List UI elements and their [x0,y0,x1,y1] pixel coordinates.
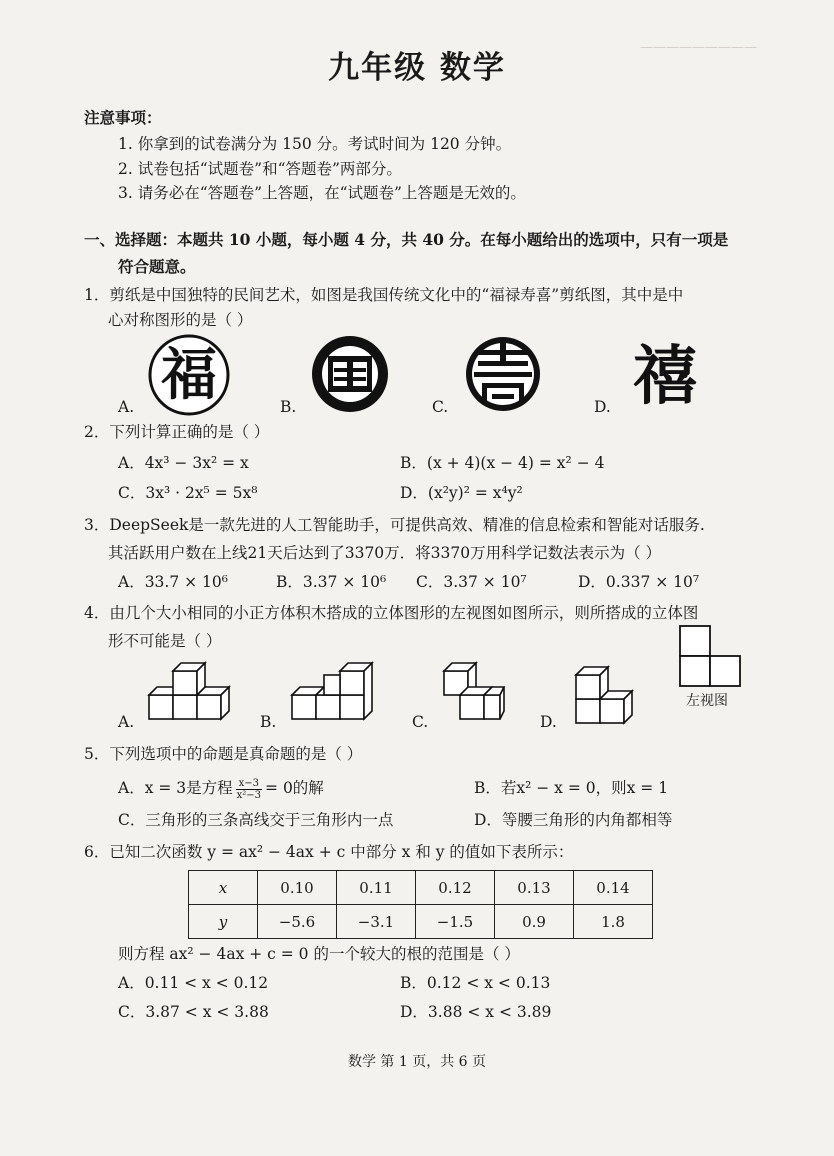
table-cell: −5.6 [258,905,337,939]
q6-value-table [188,870,653,939]
q4-stem-cont: 形不可能是（ ） [108,632,222,650]
q5-fraction [236,778,262,801]
exam-title: 九年级 数学 [328,50,506,86]
paper-cut-xi-figure [626,334,704,414]
q5-option-b: B．若x² − x = 0，则x = 1 [474,779,669,797]
table-cell: −1.5 [416,905,495,939]
q4-option-d: D. [540,713,557,731]
q3-option-c: C．3.37 × 10⁷ [416,573,527,591]
q3-stem-cont: 其活跃用户数在上线21天后达到了3370万．将3370万用科学记数法表示为（ ） [108,544,662,562]
q4-cube-figure-d [572,665,648,727]
q1-stem-cont: 心对称图形的是（ ） [108,311,253,329]
table-header-x: x [189,871,258,905]
paper-cut-lu-figure [310,334,390,414]
q5-fraction-numerator: x−3 [236,778,262,790]
q4-option-b: B. [260,713,277,731]
q5-fraction-denominator: x²−3 [236,789,262,801]
q3-stem: 3．DeepSeek是一款先进的人工智能助手，可提供高效、精准的信息检索和智能对话服务. [84,516,705,534]
q4-cube-figure-c [440,655,512,727]
q1-stem: 1．剪纸是中国独特的民间艺术，如图是我国传统文化中的“福禄寿喜”剪纸图，其中是中 [84,286,684,304]
q3-option-a: A．33.7 × 10⁶ [118,573,228,591]
q5-option-a-suffix: = 0的解 [265,779,324,797]
q5-option-a-prefix: A．x = 3是方程 [118,779,233,797]
q5-option-d: D．等腰三角形的内角都相等 [474,811,673,829]
q2-option-b: B．(x + 4)(x − 4) = x² − 4 [400,454,605,472]
q6-option-c: C．3.87 < x < 3.88 [118,1003,269,1021]
q6-option-d: D．3.88 < x < 3.89 [400,1003,552,1021]
q4-option-c: C. [412,713,429,731]
q4-cube-figure-b [288,655,388,727]
q4-cube-figure-a [145,655,237,727]
q2-stem: 2．下列计算正确的是（ ） [84,423,270,441]
table-row-y [189,905,653,939]
q6-option-a: A．0.11 < x < 0.12 [118,974,269,992]
table-cell: 0.11 [337,871,416,905]
q1-option-b: B. [280,398,297,416]
table-cell: 0.12 [416,871,495,905]
fu-char: 福 [161,342,217,408]
table-row-x [189,871,653,905]
q4-left-view-label: 左视图 [686,693,728,709]
section-heading-cont: 符合题意。 [118,257,196,276]
paper-cut-shou-figure [464,334,542,414]
q5-option-a [118,776,324,801]
xi-char: 禧 [633,339,697,414]
q1-option-c: C. [432,398,449,416]
q2-option-c: C．3x³ · 2x⁵ = 5x⁸ [118,484,258,502]
q3-option-b: B．3.37 × 10⁶ [276,573,387,591]
q3-option-d: D．0.337 × 10⁷ [578,573,700,591]
table-cell: 1.8 [574,905,653,939]
q6-question: 则方程 ax² − 4ax + c = 0 的一个较大的根的范围是（ ） [118,945,520,963]
q6-option-b: B．0.12 < x < 0.13 [400,974,551,992]
table-cell: −3.1 [337,905,416,939]
q6-stem: 6．已知二次函数 y = ax² − 4ax + c 中部分 x 和 y 的值如下表所示： [84,843,574,861]
q5-option-c: C．三角形的三条高线交于三角形内一点 [118,811,394,829]
paper-cut-fu-figure [148,334,230,416]
q2-option-d: D．(x²y)² = x⁴y² [400,484,523,502]
page-footer: 数学 第 1 页，共 6 页 [347,1054,487,1070]
table-header-y: y [189,905,258,939]
q1-option-d: D. [594,398,611,416]
q1-option-a: A. [118,398,135,416]
table-cell: 0.9 [495,905,574,939]
notice-heading: 注意事项： [84,108,162,127]
q2-option-a: A．4x³ − 3x² = x [118,454,249,472]
q4-stem: 4．由几个大小相同的小正方体积木搭成的立体图形的左视图如图所示，则所搭成的立体图 [84,604,699,622]
q4-option-a: A. [118,713,135,731]
notice-item: 3. 请务必在“答题卷”上答题，在“试题卷”上答题是无效的。 [118,184,526,202]
section-heading: 一、选择题：本题共 10 小题，每小题 4 分，共 40 分。在每小题给出的选项中，只有一项是 [84,230,729,249]
notice-item: 2. 试卷包括“试题卷”和“答题卷”两部分。 [118,160,402,178]
table-cell: 0.13 [495,871,574,905]
notice-item: 1. 你拿到的试卷满分为 150 分。考试时间为 120 分钟。 [118,135,512,153]
q4-left-view-figure [678,624,742,688]
q5-stem: 5．下列选项中的命题是真命题的是（ ） [84,745,363,763]
bleed-through: ————————— [640,40,757,55]
table-cell: 0.14 [574,871,653,905]
table-cell: 0.10 [258,871,337,905]
